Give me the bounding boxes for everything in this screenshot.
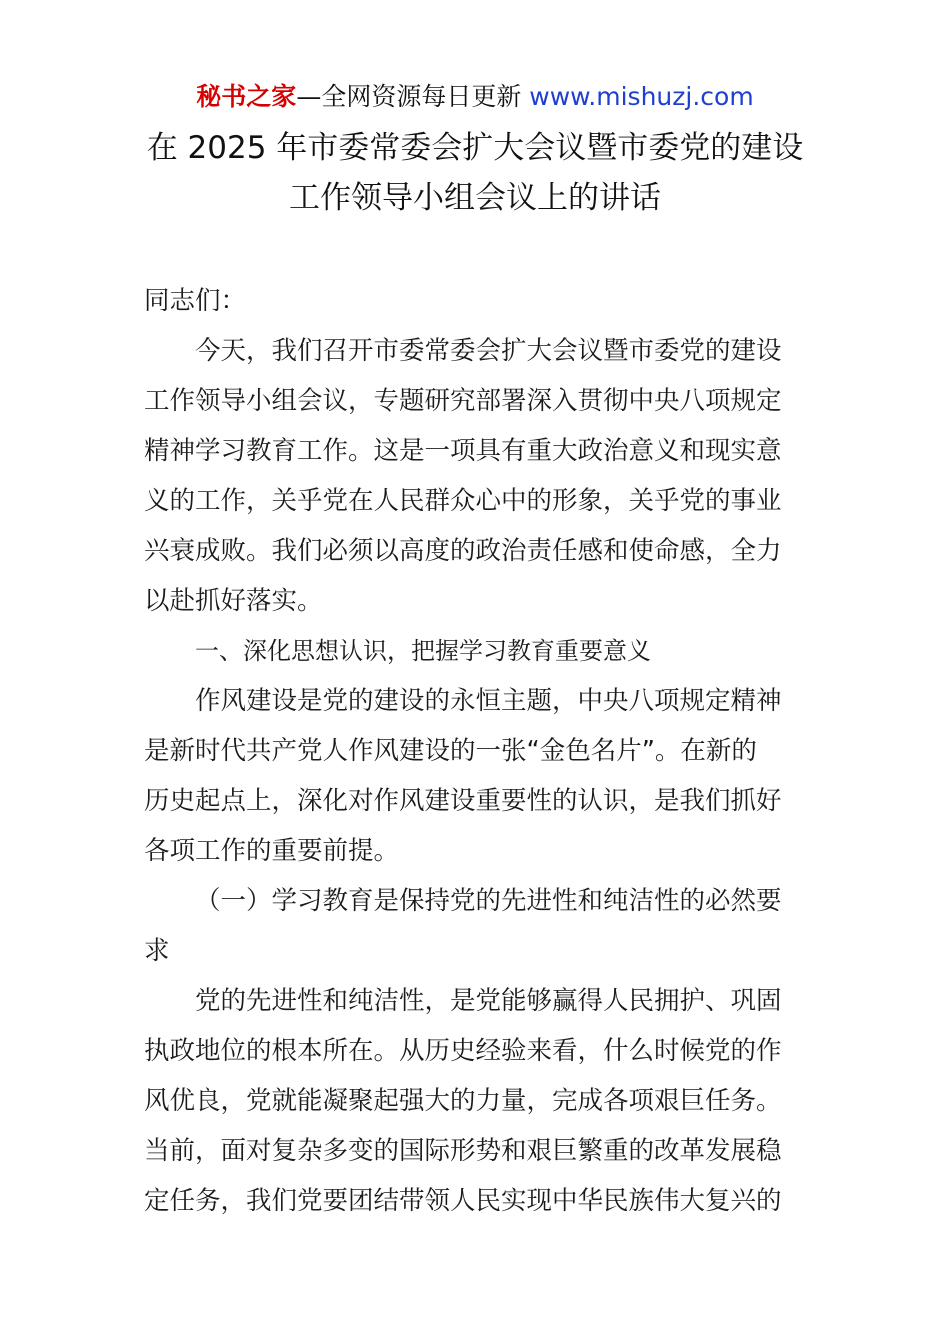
document-title-line-1: 在 2025 年市委常委会扩大会议暨市委党的建设 (146, 130, 804, 166)
banner-slogan: 全网资源每日更新 (321, 82, 530, 111)
paragraph-line: 兴衰成败。我们必须以高度的政治责任感和使命感，全力 (144, 536, 782, 566)
document-title-line-2: 工作领导小组会议上的讲话 (289, 180, 661, 216)
paragraph-line: 风优良，党就能凝聚起强大的力量，完成各项艰巨任务。 (144, 1086, 782, 1116)
paragraph-line: 党的先进性和纯洁性，是党能够赢得人民拥护、巩固 (195, 986, 782, 1016)
paragraph-1 (144, 326, 806, 626)
paragraph-line: 义的工作，关乎党在人民群众心中的形象，关乎党的事业 (144, 486, 782, 516)
paragraph-2 (144, 676, 806, 876)
paragraph-line: 历史起点上，深化对作风建设重要性的认识，是我们抓好 (144, 786, 782, 816)
subsection-heading-1 (144, 876, 806, 976)
salutation: 同志们： (144, 286, 247, 316)
banner-separator: — (296, 82, 322, 111)
paragraph-line: 工作领导小组会议，专题研究部署深入贯彻中央八项规定 (144, 386, 782, 416)
paragraph-line: 作风建设是党的建设的永恒主题，中央八项规定精神 (195, 686, 782, 716)
paragraph-line: 以赴抓好落实。 (144, 586, 323, 616)
paragraph-line: 定任务，我们党要团结带领人民实现中华民族伟大复兴的 (144, 1186, 782, 1216)
site-banner (0, 80, 950, 114)
paragraph-line: 各项工作的重要前提。 (144, 836, 400, 866)
paragraph-line: 是新时代共产党人作风建设的一张“金色名片”。在新的 (144, 736, 757, 766)
subheading-line: （一）学习教育是保持党的先进性和纯洁性的必然要 (195, 886, 782, 916)
section-heading-1: 一、深化思想认识，把握学习教育重要意义 (195, 637, 651, 665)
paragraph-line: 执政地位的根本所在。从历史经验来看，什么时候党的作 (144, 1036, 782, 1066)
paragraph-3 (144, 976, 806, 1226)
site-brand: 秘书之家 (196, 82, 297, 111)
document-body (144, 276, 806, 1226)
paragraph-line: 当前，面对复杂多变的国际形势和艰巨繁重的改革发展稳 (144, 1136, 782, 1166)
paragraph-line: 今天，我们召开市委常委会扩大会议暨市委党的建设 (195, 336, 782, 366)
subheading-line: 求 (144, 936, 170, 966)
site-url-link[interactable]: www.mishuzj.com (529, 82, 754, 111)
paragraph-line: 精神学习教育工作。这是一项具有重大政治意义和现实意 (144, 436, 782, 466)
